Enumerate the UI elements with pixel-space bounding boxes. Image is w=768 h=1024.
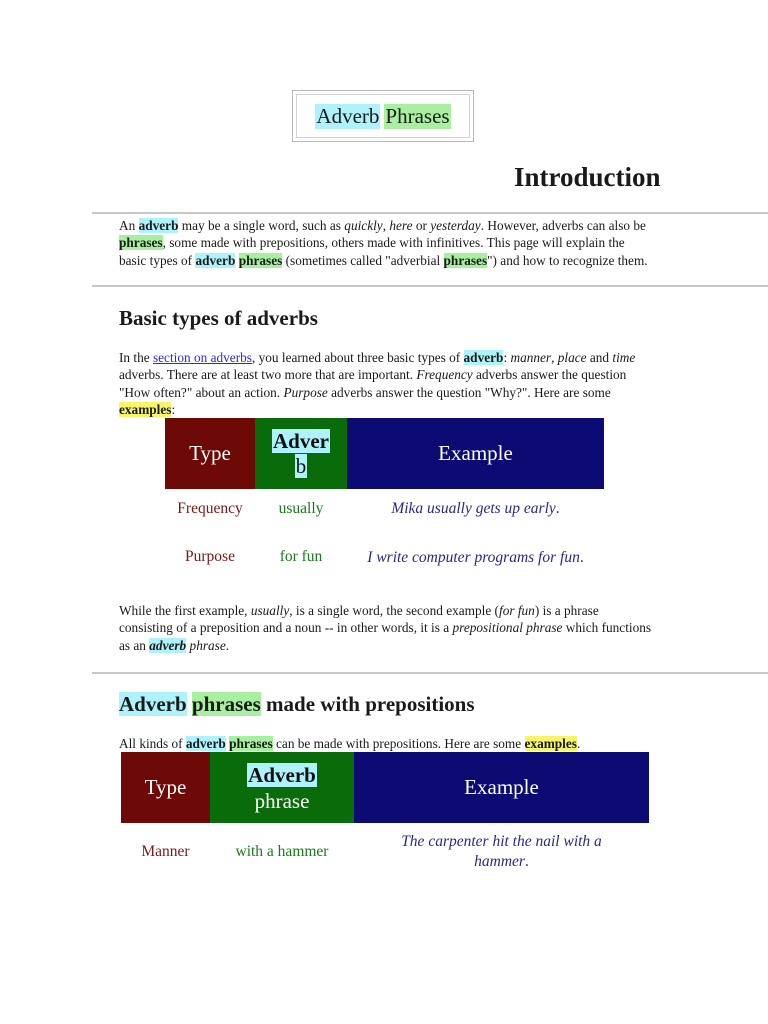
basic-types-paragraph: In the section on adverbs, you learned about three basic types of adverb: manner, place and time adverbs. There are at least two more that are important. Frequency adverbs answer the question "How often?" about an action. Purpose adverbs answer the question "Why?". Here are some examples: [119,350,636,418]
highlight-adverb: adverb [185,736,226,751]
highlight-adverb: adverb [138,218,179,233]
header-type: Type [165,418,255,489]
header-adverb-phrase: Adverb phrase [210,752,354,823]
highlight-phrases: phrases [229,736,273,751]
basic-types-heading: Basic types of adverbs [119,306,318,330]
prepositions-paragraph: All kinds of adverb phrases can be made with prepositions. Here are some examples. [119,736,581,751]
divider [92,672,768,674]
divider [92,285,768,287]
table-header-row [165,418,604,489]
introduction-heading: Introduction [514,162,661,192]
highlight-phrases: phrases [443,252,488,268]
highlight-adverb: adverb [463,350,504,365]
prepositions-heading: Adverb phrases made with prepositions [119,692,475,716]
title-word-phrases: Phrases [385,103,450,128]
intro-paragraph: An adverb may be a single word, such as quickly, here or yesterday. However, adverbs can also be phrases, some made with prepositions, others made with infinitives. This page will explain the basic types of adverb phrases (sometimes called "adverbial phrases") and how to recognize them. [119,218,648,268]
highlight-adverb: adverb [149,637,187,653]
table-header-row [121,752,649,823]
table-row: Purpose for fun I write computer programs for fun. [185,548,584,566]
explanation-paragraph: While the first example, usually, is a single word, the second example (for fun) is a phrase consisting of a preposition and a noun -- in other words, it is a prepositional phrase which functions as an adverb phrase. [119,603,652,653]
highlight-phrases: phrases [238,252,283,268]
highlight-phrases: phrases [119,235,163,251]
divider [92,212,768,214]
adverb-phrases-table [121,752,649,881]
table-row: Manner with a hammer The carpenter hit the nail with a hammer. [141,833,602,870]
header-type: Type [121,752,210,823]
highlight-examples: examples [119,402,172,418]
page-title [296,94,470,138]
header-adverb: Adver b [255,418,347,489]
adverb-types-table [165,418,604,585]
title-word-adverb: Adverb [316,103,380,128]
highlight-examples: examples [524,736,577,751]
section-on-adverbs-link[interactable]: section on adverbs [152,350,252,365]
highlight-adverb: adverb [195,252,236,268]
table-row: Frequency usually Mika usually gets up early. [177,500,560,517]
header-example: Example [354,752,649,823]
header-example: Example [347,418,604,489]
title-box [292,90,474,142]
